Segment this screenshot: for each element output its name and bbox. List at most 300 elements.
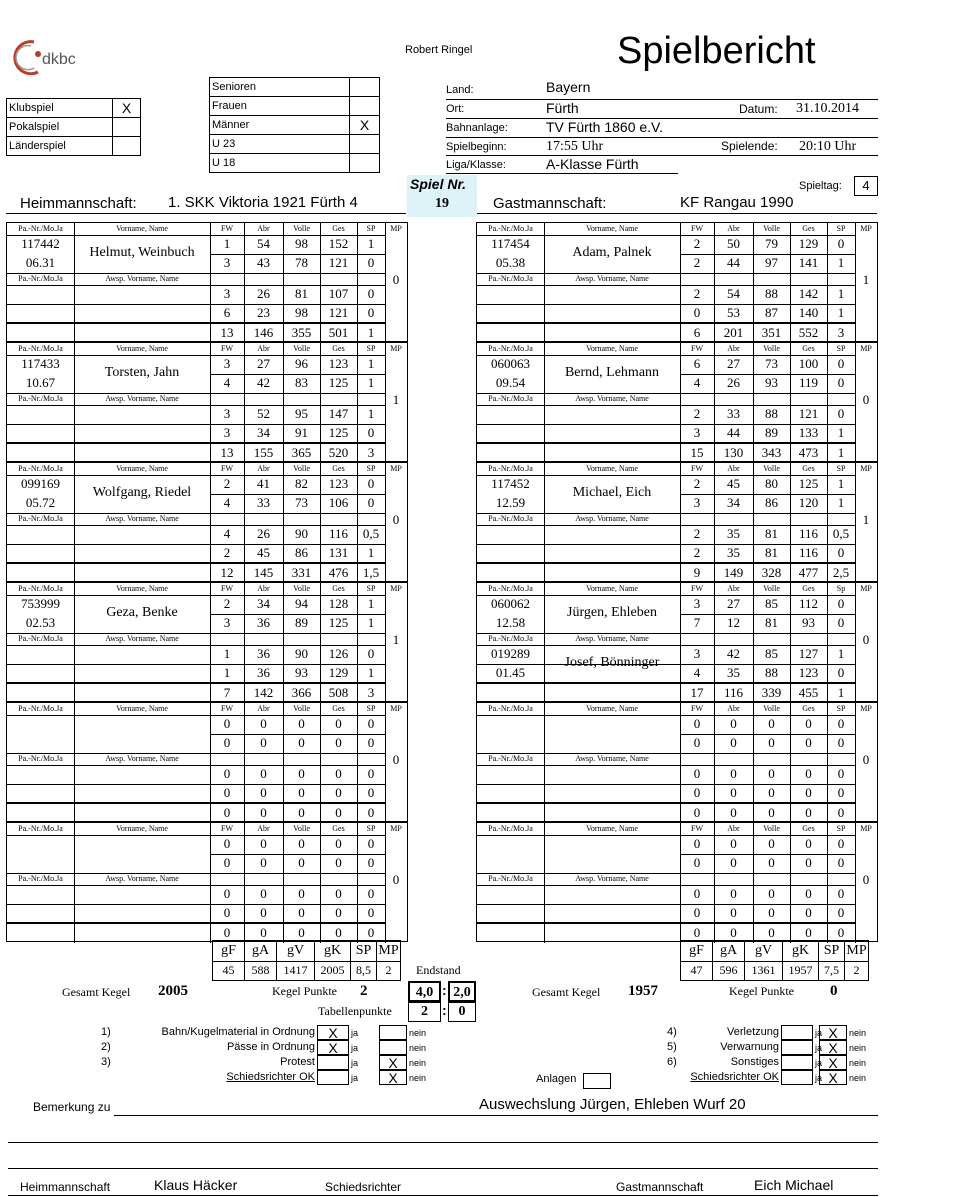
spieltag-label: Spieltag: [799,180,842,192]
check-nein-box[interactable] [379,1040,407,1055]
totals-value: 8,5 [351,961,377,980]
check-number: 2) [101,1041,111,1053]
col-header-ges: Ges [802,824,815,833]
col-header-mp: MP [860,464,872,473]
col-header-awsp: Awsp. Vorname, Name [105,514,179,523]
col-header-abr: Abr [727,584,740,593]
score-cell: 106 [328,495,349,510]
col-header-ges: Ges [802,224,815,233]
category-row [210,135,380,154]
score-cell: 1 [837,305,845,320]
score-cell: 4 [223,495,231,510]
total-cell: 3 [367,685,375,700]
spieltag-value: 4 [854,176,878,196]
score-cell: 73 [295,495,308,510]
score-cell: 0 [730,886,737,901]
sig-heim-name: Klaus Häcker [154,1177,238,1193]
game-type-row [7,99,141,118]
score-cell: 2 [693,286,701,301]
score-cell: 0 [367,646,375,661]
score-cell: 0 [260,905,267,920]
score-cell: 0 [298,735,305,750]
col-header-ges: Ges [802,704,815,713]
sig-gast-name: Eich Michael [754,1177,834,1193]
score-cell: 0 [837,735,845,750]
check-nein-box[interactable] [379,1025,407,1040]
game-type-label: Länderspiel [7,137,113,156]
total-cell: 130 [723,445,744,460]
total-cell: 9 [693,565,701,580]
total-cell: 339 [761,685,782,700]
score-cell: 0 [367,766,375,781]
score-cell: 0 [837,596,845,611]
check-ja-label: ja [815,1073,823,1083]
total-cell: 343 [761,445,782,460]
check-ja-box[interactable] [781,1055,813,1070]
score-cell: 34 [257,596,270,611]
player-pass-number: 117433 [21,356,60,371]
score-cell: 0,5 [362,526,380,541]
score-cell: 52 [257,406,270,421]
total-cell: 146 [253,325,274,340]
guest-gesamt-value: 1957 [628,983,658,999]
totals-value: 588 [245,961,277,980]
col-header-pa: Pa.-Nr./Mo.Ja [18,874,63,883]
col-header-abr: Abr [257,344,270,353]
category-mark[interactable] [350,97,380,116]
guest-player-block [476,462,878,582]
score-cell: 7 [693,615,701,630]
score-cell: 4 [693,665,701,680]
total-cell: 1 [367,325,375,340]
tab-colon: : [442,1002,447,1018]
check-label: Protest [280,1056,315,1068]
player-pass-number: 060063 [491,356,530,371]
col-header-abr: Abr [257,824,270,833]
score-cell: 1 [223,646,231,661]
col-header-pa: Pa.-Nr./Mo.Ja [488,224,533,233]
bemerkung-text: Auswechslung Jürgen, Ehleben Wurf 20 [479,1096,746,1113]
col-header-pa: Pa.-Nr./Mo.Ja [488,874,533,883]
score-cell: 79 [765,236,778,251]
col-header-pa: Pa.-Nr./Mo.Ja [488,634,533,643]
col-header-mp: MP [390,824,402,833]
score-cell: 0 [805,785,812,800]
total-cell: 13 [220,325,234,340]
score-cell: 0 [805,836,812,851]
total-cell: 0 [223,925,231,940]
col-header-volle: Volle [763,344,780,353]
score-cell: 0 [693,836,701,851]
col-header-sp: SP [836,344,846,353]
player-birth: 10.67 [25,375,56,390]
player-mp: 1 [392,632,400,647]
col-header-pa: Pa.-Nr./Mo.Ja [488,464,533,473]
datum-label: Datum: [739,102,778,116]
total-cell: 0 [298,925,305,940]
score-cell: 6 [693,356,701,371]
col-header-awsp: Awsp. Vorname, Name [105,874,179,883]
check-ja-label: ja [351,1028,359,1038]
col-header-fw: FW [691,584,703,593]
score-cell: 41 [257,476,270,491]
score-cell: 2 [693,255,701,270]
category-mark[interactable] [350,154,380,173]
tab-home: 2 [408,1002,441,1022]
col-header-volle: Volle [293,704,310,713]
score-cell: 0 [730,855,737,870]
score-cell: 0 [693,855,701,870]
score-cell: 0 [693,735,701,750]
category-table [209,77,380,173]
score-cell: 140 [798,305,819,320]
score-cell: 133 [798,425,819,440]
score-cell: 0 [805,905,812,920]
anlagen-checkbox[interactable] [583,1073,611,1089]
total-cell: 145 [253,565,274,580]
score-cell: 82 [295,476,308,491]
check-ja-label: ja [815,1058,823,1068]
score-cell: 1 [837,646,845,661]
score-cell: 27 [727,596,740,611]
col-header-mp: MP [390,584,402,593]
score-cell: 125 [328,375,349,390]
score-cell: 0 [298,836,305,851]
score-cell: 0 [837,236,845,251]
score-cell: 0 [693,716,701,731]
score-cell: 2 [693,526,701,541]
check-ja-box[interactable] [781,1070,813,1085]
score-cell: 2 [693,236,701,251]
col-header-sp: SP [366,224,376,233]
check-nein-label: nein [849,1043,867,1053]
score-cell: 0 [260,886,267,901]
liga-label: Liga/Klasse: [446,159,506,171]
guest-player-block [476,822,878,942]
score-cell: 44 [727,425,740,440]
score-cell: 142 [798,286,819,301]
check-ja-box[interactable] [317,1055,349,1070]
home-kp-value: 2 [360,983,368,999]
totals-header: gV [745,941,783,961]
score-cell: 90 [295,526,308,541]
check-nein-box[interactable]: X [379,1055,407,1070]
col-header-fw: FW [221,584,233,593]
col-header-pa: Pa.-Nr./Mo.Ja [18,704,63,713]
check-ja-label: ja [815,1028,823,1038]
score-cell: 123 [798,665,819,680]
score-cell: 1 [837,286,845,301]
player-name: Michael, Eich [572,485,652,500]
check-nein-box[interactable]: X [819,1070,847,1085]
home-gesamt-label: Gesamt Kegel [62,985,131,999]
home-player-block [6,222,408,342]
score-cell: 90 [295,646,308,661]
game-type-mark[interactable] [113,118,141,137]
total-cell: 552 [798,325,819,340]
total-cell: 0 [805,805,812,820]
total-cell: 365 [291,445,312,460]
col-header-name: Vorname, Name [586,704,638,713]
total-cell: 0 [367,805,375,820]
score-cell: 4 [693,375,701,390]
heim-team: 1. SKK Viktoria 1921 Fürth 4 [168,194,358,211]
score-cell: 73 [765,356,778,371]
score-cell: 85 [765,646,778,661]
score-cell: 98 [295,305,308,320]
game-type-row [7,118,141,137]
endstand-home: 4,0 [408,981,441,1002]
check-ja-box[interactable] [781,1025,813,1040]
score-cell: 1 [223,236,231,251]
check-ja-box[interactable] [781,1040,813,1055]
score-cell: 33 [727,406,740,421]
player-pass-number: 117442 [21,236,60,251]
endstand-colon: : [442,982,447,998]
col-header-sp: SP [366,704,376,713]
score-cell: 35 [727,665,740,680]
score-cell: 80 [765,476,778,491]
score-cell: 81 [765,526,778,541]
score-cell: 2 [693,476,701,491]
col-header-mp: MP [390,344,402,353]
col-header-name: Vorname, Name [116,704,168,713]
sig-gast-label: Gastmannschaft [616,1180,704,1194]
score-cell: 0 [335,716,342,731]
score-cell: 35 [727,545,740,560]
score-cell: 127 [798,646,819,661]
score-cell: 0 [260,716,267,731]
score-cell: 0 [805,886,812,901]
col-header-name: Vorname, Name [116,584,168,593]
score-cell: 0 [367,495,375,510]
totals-value: 1417 [277,961,315,980]
score-cell: 128 [328,596,349,611]
totals-value: 2005 [315,961,351,980]
player-birth: 12.58 [495,615,526,630]
check-nein-box[interactable]: X [379,1070,407,1085]
score-cell: 0 [837,545,845,560]
score-cell: 0 [335,855,342,870]
score-cell: 0 [367,886,375,901]
score-cell: 0 [335,735,342,750]
score-cell: 93 [295,665,308,680]
score-cell: 88 [765,406,778,421]
guest-kp-label: Kegel Punkte [729,984,794,998]
score-cell: 125 [328,425,349,440]
category-row [210,116,380,135]
category-row [210,78,380,97]
col-header-pa: Pa.-Nr./Mo.Ja [18,584,63,593]
bemerkung-label: Bemerkung zu [33,1100,111,1114]
player-mp: 0 [862,632,870,647]
score-cell: 3 [693,495,701,510]
player-name: Adam, Palnek [572,245,652,260]
col-header-fw: FW [691,344,703,353]
game-type-mark[interactable]: X [113,99,141,118]
guest-player-block [476,582,878,702]
score-cell: 3 [223,406,231,421]
total-cell: 0 [260,805,267,820]
check-nein-box[interactable]: X [819,1040,847,1055]
totals-value: 2 [845,961,869,980]
score-cell: 147 [328,406,349,421]
check-ja-label: ja [351,1073,359,1083]
sub-birth: 01.45 [495,665,526,680]
player-pass-number: 117454 [491,236,530,251]
total-cell: 1 [837,445,845,460]
total-cell: 476 [328,565,349,580]
score-cell: 129 [328,665,349,680]
check-ja-box[interactable]: X [317,1025,349,1040]
check-nein-box[interactable]: X [819,1055,847,1070]
check-ja-box[interactable]: X [317,1040,349,1055]
col-header-volle: Volle [763,824,780,833]
tabellen-label: Tabellenpunkte [318,1004,392,1018]
score-cell: 125 [798,476,819,491]
score-cell: 0 [223,716,231,731]
score-cell: 0 [805,716,812,731]
total-cell: 351 [761,325,782,340]
score-cell: 0 [260,836,267,851]
score-cell: 54 [257,236,270,251]
score-cell: 95 [295,406,308,421]
score-cell: 81 [765,615,778,630]
score-cell: 123 [328,356,349,371]
check-nein-label: nein [409,1043,427,1053]
col-header-abr: Abr [727,704,740,713]
score-cell: 89 [765,425,778,440]
total-cell: 155 [253,445,274,460]
player-mp: 0 [862,752,870,767]
category-mark[interactable]: X [350,116,380,135]
totals-value: 1957 [783,961,819,980]
player-pass-number: 117452 [491,476,530,491]
check-label: Verletzung [727,1026,779,1038]
score-cell: 1 [367,615,375,630]
player-name: Jürgen, Ehleben [567,605,657,620]
score-cell: 0 [298,766,305,781]
check-ja-label: ja [815,1043,823,1053]
land-value: Bayern [546,79,591,95]
category-mark[interactable] [350,135,380,154]
score-cell: 107 [328,286,349,301]
check-nein-label: nein [409,1073,427,1083]
check-nein-label: nein [849,1073,867,1083]
ort-value: Fürth [546,100,579,116]
col-header-volle: Volle [763,584,780,593]
check-nein-label: nein [849,1058,867,1068]
player-birth: 09.54 [495,375,526,390]
score-cell: 3 [693,646,701,661]
category-label: U 23 [210,135,350,154]
game-type-mark[interactable] [113,137,141,156]
score-cell: 152 [328,236,349,251]
endstand-label: Endstand [416,963,461,977]
score-cell: 129 [798,236,819,251]
score-cell: 45 [257,545,270,560]
score-cell: 112 [798,596,819,611]
total-cell: 6 [693,325,701,340]
score-cell: 125 [328,615,349,630]
col-header-pa: Pa.-Nr./Mo.Ja [488,344,533,353]
total-cell: 0 [298,805,305,820]
sub-name: Josef, Bönninger [564,655,660,670]
score-cell: 0 [837,766,845,781]
game-type-label: Pokalspiel [7,118,113,137]
gast-team: KF Rangau 1990 [680,194,794,211]
score-cell: 98 [295,236,308,251]
player-pass-number: 753999 [21,596,60,611]
total-cell: 501 [328,325,349,340]
totals-header: MP [377,941,401,961]
home-player-block [6,342,408,462]
col-header-fw: FW [221,344,233,353]
col-header-fw: FW [221,464,233,473]
totals-header: MP [845,941,869,961]
page-title: Spielbericht [617,30,816,72]
score-cell: 36 [257,665,270,680]
total-cell: 0 [260,925,267,940]
total-cell: 1 [837,685,845,700]
player-birth: 05.38 [495,255,526,270]
col-header-fw: FW [691,224,703,233]
score-cell: 12 [727,615,740,630]
score-cell: 0 [693,766,701,781]
col-header-mp: MP [860,344,872,353]
score-cell: 36 [257,615,270,630]
total-cell: 0 [367,925,375,940]
col-header-awsp: Awsp. Vorname, Name [105,634,179,643]
score-cell: 0 [693,785,701,800]
score-cell: 0 [298,716,305,731]
ort-label: Ort: [446,103,465,115]
score-cell: 1 [367,375,375,390]
score-cell: 0 [298,785,305,800]
check-nein-label: nein [409,1058,427,1068]
score-cell: 3 [223,615,231,630]
col-header-abr: Abr [257,584,270,593]
score-cell: 0 [693,905,701,920]
total-cell: 0 [730,925,737,940]
score-cell: 0 [837,905,845,920]
home-gesamt-value: 2005 [158,983,188,999]
score-cell: 26 [257,286,270,301]
score-cell: 0 [367,855,375,870]
col-header-mp: MP [390,464,402,473]
category-mark[interactable] [350,78,380,97]
score-cell: 0 [298,886,305,901]
totals-header: SP [819,941,845,961]
check-nein-box[interactable]: X [819,1025,847,1040]
score-cell: 0 [367,476,375,491]
home-player-block [6,462,408,582]
score-cell: 0 [335,785,342,800]
score-cell: 78 [295,255,308,270]
total-cell: 508 [328,685,349,700]
check-ja-box[interactable] [317,1070,349,1085]
sub-pass-number: 019289 [491,646,530,661]
total-cell: 17 [690,685,704,700]
totals-header: gV [277,941,315,961]
score-cell: 93 [765,375,778,390]
col-header-awsp: Awsp. Vorname, Name [105,274,179,283]
score-cell: 42 [257,375,270,390]
score-cell: 54 [727,286,740,301]
guest-player-block [476,222,878,342]
score-cell: 0 [768,766,775,781]
col-header-abr: Abr [257,224,270,233]
